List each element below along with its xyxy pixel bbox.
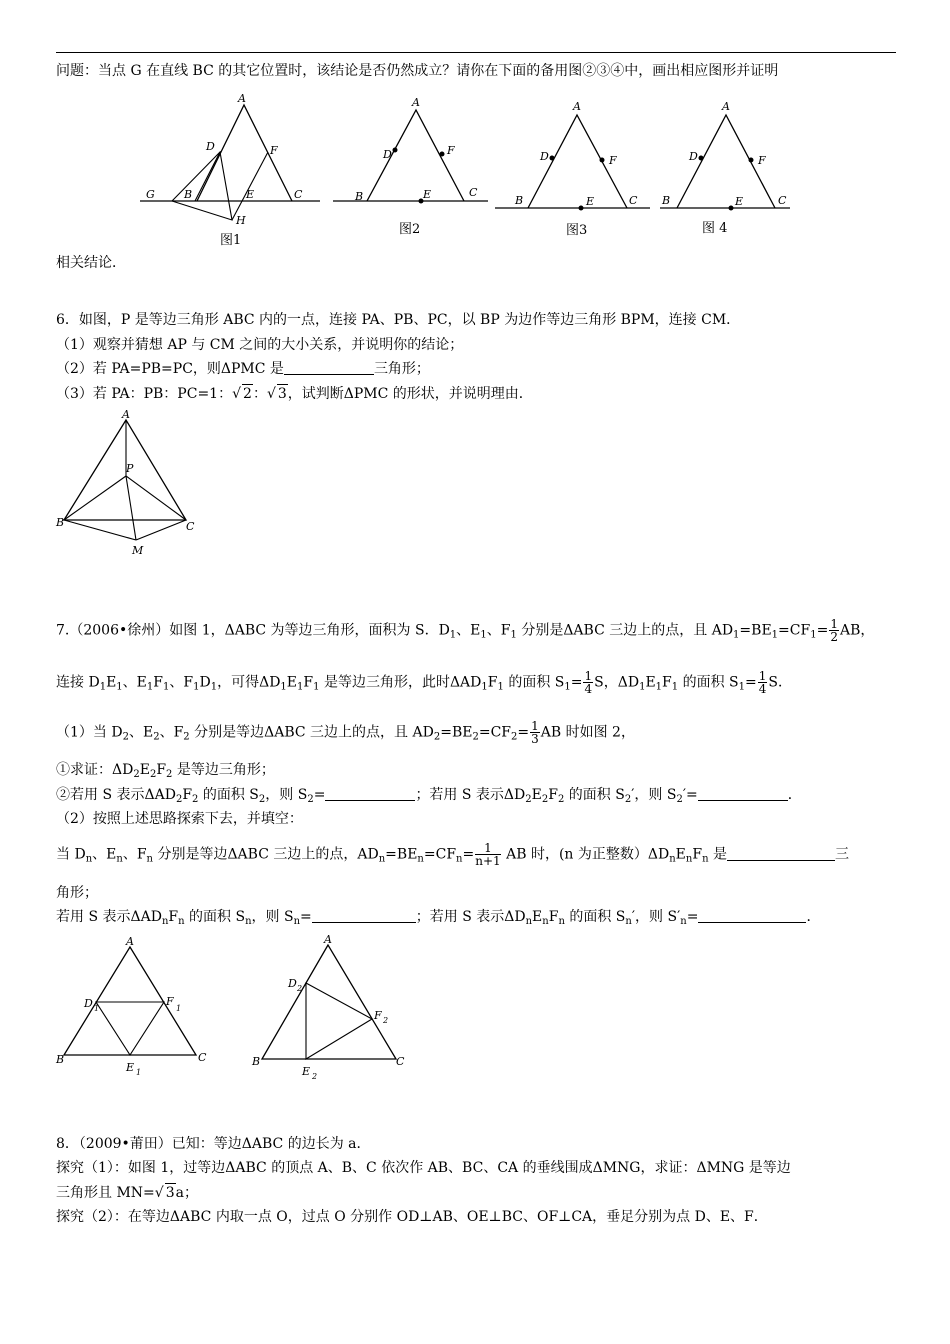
q6-figure bbox=[56, 408, 206, 562]
q7-line3: （1）当 $D_2$、$E_2$、$F_2$ 分别是等边ΔABC 三边上的点，且 $AD_2=BE_2=CF_2=$ $\frac{1}{3}$ AB 时如图 2， bbox=[56, 719, 635, 746]
q7f2-label-e: E bbox=[302, 1065, 311, 1078]
q5-figure-4 bbox=[660, 92, 800, 242]
q5-tail: 相关结论． bbox=[56, 255, 126, 271]
q7-blank-s2[interactable] bbox=[325, 786, 415, 801]
q6-label-m: M bbox=[132, 544, 144, 557]
q7-line9: 若用 S 表示$\Delta AD_nF_n$ 的面积 $S_n$，则 $S_n=$ ；若用 S 表示$\Delta D_nE_nF_n$ 的面积 $S_n'$，则 $S'_n=$ ． bbox=[56, 909, 821, 927]
fig2-label-b: B bbox=[355, 190, 364, 203]
frac-half: $\frac{1}{2}$ bbox=[830, 617, 838, 644]
fig1-caption: 图1 bbox=[220, 233, 242, 248]
q7-line8: 角形； bbox=[56, 885, 98, 901]
fig4-label-e: E bbox=[735, 195, 744, 208]
q7f2-label-c: C bbox=[396, 1055, 405, 1068]
fig4-caption: 图 4 bbox=[702, 221, 728, 236]
q8-explore1-b: 三角形且 MN=√ 3a； bbox=[56, 1185, 198, 1201]
q6-label-b: B bbox=[56, 516, 65, 529]
q7-blank-s2-prime[interactable] bbox=[698, 786, 788, 801]
svg-text:1: 1 bbox=[176, 1004, 182, 1013]
svg-text:2: 2 bbox=[297, 984, 303, 993]
fig3-label-a: A bbox=[573, 100, 581, 113]
frac-quarter-1: $\frac{1}{4}$ bbox=[584, 669, 593, 696]
q7-line7: 当 $D_n$、$E_n$、$F_n$ 分别是等边ΔABC 三边上的点，$AD_n=BE_n=CF_n=$ $\frac{1}{n+1}$ AB 时，(n 为正整数）$\Delta D_nE_nF_n$ 是 三 bbox=[56, 841, 849, 868]
q6-label-c: C bbox=[186, 520, 195, 533]
q7-line2: 连接 $D_1E_1$、$E_1F_1$、$F_1D_1$，可得$\Delta D_1E_1F_1$ 是等边三角形，此时$\Delta AD_1F_1$ 的面积 $S_1=$ $\frac{1}{4}$ S，$\Delta D_1E_1F_1$ 的面积 $S_1=$ $\frac{1}{4}$ S． bbox=[56, 669, 792, 696]
fig1-label-f: F bbox=[270, 144, 278, 157]
q7-figure-1 bbox=[56, 935, 226, 1075]
q7-line6: （2）按照上述思路探索下去，并填空： bbox=[56, 811, 303, 827]
fig4-label-d: D bbox=[689, 150, 698, 163]
fig3-label-f: F bbox=[609, 154, 617, 167]
q7-blank-sn[interactable] bbox=[312, 908, 416, 923]
fig1-label-e: E bbox=[246, 188, 255, 201]
q6-part3: （3）若 PA：PB：PC=1：√ 2：√ 3，试判断ΔPMC 的形状，并说明理由． bbox=[56, 386, 533, 402]
fig2-label-f: F bbox=[447, 144, 455, 157]
fig1-label-h: H bbox=[236, 214, 246, 227]
q7f1-label-c: C bbox=[198, 1051, 207, 1064]
frac-third: $\frac{1}{3}$ bbox=[531, 719, 539, 746]
q8-stem: 8．（2009•莆田）已知：等边ΔABC 的边长为 a． bbox=[56, 1136, 371, 1152]
svg-text:1: 1 bbox=[94, 1004, 100, 1013]
fig2-label-d: D bbox=[383, 148, 392, 161]
q7f1-label-e: E bbox=[126, 1061, 135, 1074]
q8-explore1-a: 探究（1）：如图 1，过等边ΔABC 的顶点 A、B、C 依次作 AB、BC、CA 的垂线围成ΔMNG，求证：ΔMNG 是等边 bbox=[56, 1160, 791, 1176]
fig1-label-a: A bbox=[238, 92, 246, 105]
q5-figure-1 bbox=[140, 92, 325, 252]
fig3-label-b: B bbox=[515, 194, 524, 207]
fig1-label-g: G bbox=[146, 188, 155, 201]
q7f1-label-f: F bbox=[166, 995, 174, 1008]
q7f2-label-a: A bbox=[324, 933, 332, 946]
fig4-label-a: A bbox=[722, 100, 730, 113]
svg-text:2: 2 bbox=[312, 1072, 318, 1081]
q7f1-label-b: B bbox=[56, 1053, 65, 1066]
q6-answer-blank[interactable] bbox=[284, 360, 374, 375]
q7f2-label-b: B bbox=[252, 1055, 261, 1068]
fig4-label-c: C bbox=[778, 194, 787, 207]
fig2-label-c: C bbox=[469, 186, 478, 199]
fig1-label-b: B bbox=[184, 188, 193, 201]
frac-n: $\frac{1}{n+1}$ bbox=[475, 841, 501, 868]
svg-text:2: 2 bbox=[383, 1016, 389, 1025]
q6-label-p: P bbox=[126, 462, 134, 475]
q7f1-label-d: D bbox=[84, 997, 93, 1010]
q7-line5: ②若用 S 表示$\Delta AD_2F_2$ 的面积 $S_2$，则 $S_2=$ ；若用 S 表示$\Delta D_2E_2F_2$ 的面积 $S_2'$，则 $S_2'=$ ． bbox=[56, 787, 802, 805]
top-rule bbox=[56, 52, 896, 53]
q5-question-line: 问题：当点 G 在直线 BC 的其它位置时，该结论是否仍然成立？请你在下面的备用图②③④中，画出相应图形并证明 bbox=[56, 63, 779, 79]
fig3-label-c: C bbox=[629, 194, 638, 207]
q7-figure-2 bbox=[250, 935, 420, 1080]
q7-line1: 7.（2006•徐州）如图 1，ΔABC 为等边三角形，面积为 S．$D_1$、$E_1$、$F_1$ 分别是ΔABC 三边上的点，且 $AD_1=BE_1=CF_1=$ $\frac{1}{2}$ AB， bbox=[56, 617, 875, 644]
q8-explore2: 探究（2）：在等边ΔABC 内取一点 O，过点 O 分别作 OD⊥AB、OE⊥BC、OF⊥CA，垂足分别为点 D、E、F． bbox=[56, 1209, 768, 1225]
svg-text:1: 1 bbox=[136, 1068, 142, 1077]
q7-line4: ①求证：$\Delta D_2E_2F_2$ 是等边三角形； bbox=[56, 762, 275, 780]
fig1-label-c: C bbox=[294, 188, 303, 201]
fig3-caption: 图3 bbox=[566, 223, 588, 238]
q5-figure-2 bbox=[333, 92, 493, 242]
q7f2-label-d: D bbox=[288, 977, 297, 990]
fig2-label-e: E bbox=[423, 188, 432, 201]
fig4-label-b: B bbox=[662, 194, 671, 207]
q6-label-a: A bbox=[122, 408, 130, 421]
fig3-label-d: D bbox=[540, 150, 549, 163]
q7-blank-sn-prime[interactable] bbox=[698, 908, 806, 923]
frac-quarter-2: $\frac{1}{4}$ bbox=[758, 669, 767, 696]
q6-part1: （1）观察并猜想 AP 与 CM 之间的大小关系，并说明你的结论； bbox=[56, 337, 464, 353]
q7-blank-shape-n[interactable] bbox=[727, 846, 835, 861]
fig2-caption: 图2 bbox=[399, 222, 421, 237]
q7f1-label-a: A bbox=[126, 935, 134, 948]
fig1-label-d: D bbox=[206, 140, 215, 153]
q6-part2: （2）若 PA=PB=PC，则ΔPMC 是 三角形； bbox=[56, 361, 430, 377]
q6-stem: 6．如图，P 是等边三角形 ABC 内的一点，连接 PA、PB、PC，以 BP 为边作等边三角形 BPM，连接 CM． bbox=[56, 312, 741, 328]
fig3-label-e: E bbox=[586, 195, 595, 208]
q5-figure-3 bbox=[495, 92, 655, 242]
fig2-label-a: A bbox=[412, 96, 420, 109]
fig4-label-f: F bbox=[758, 154, 766, 167]
q7f2-label-f: F bbox=[374, 1009, 382, 1022]
